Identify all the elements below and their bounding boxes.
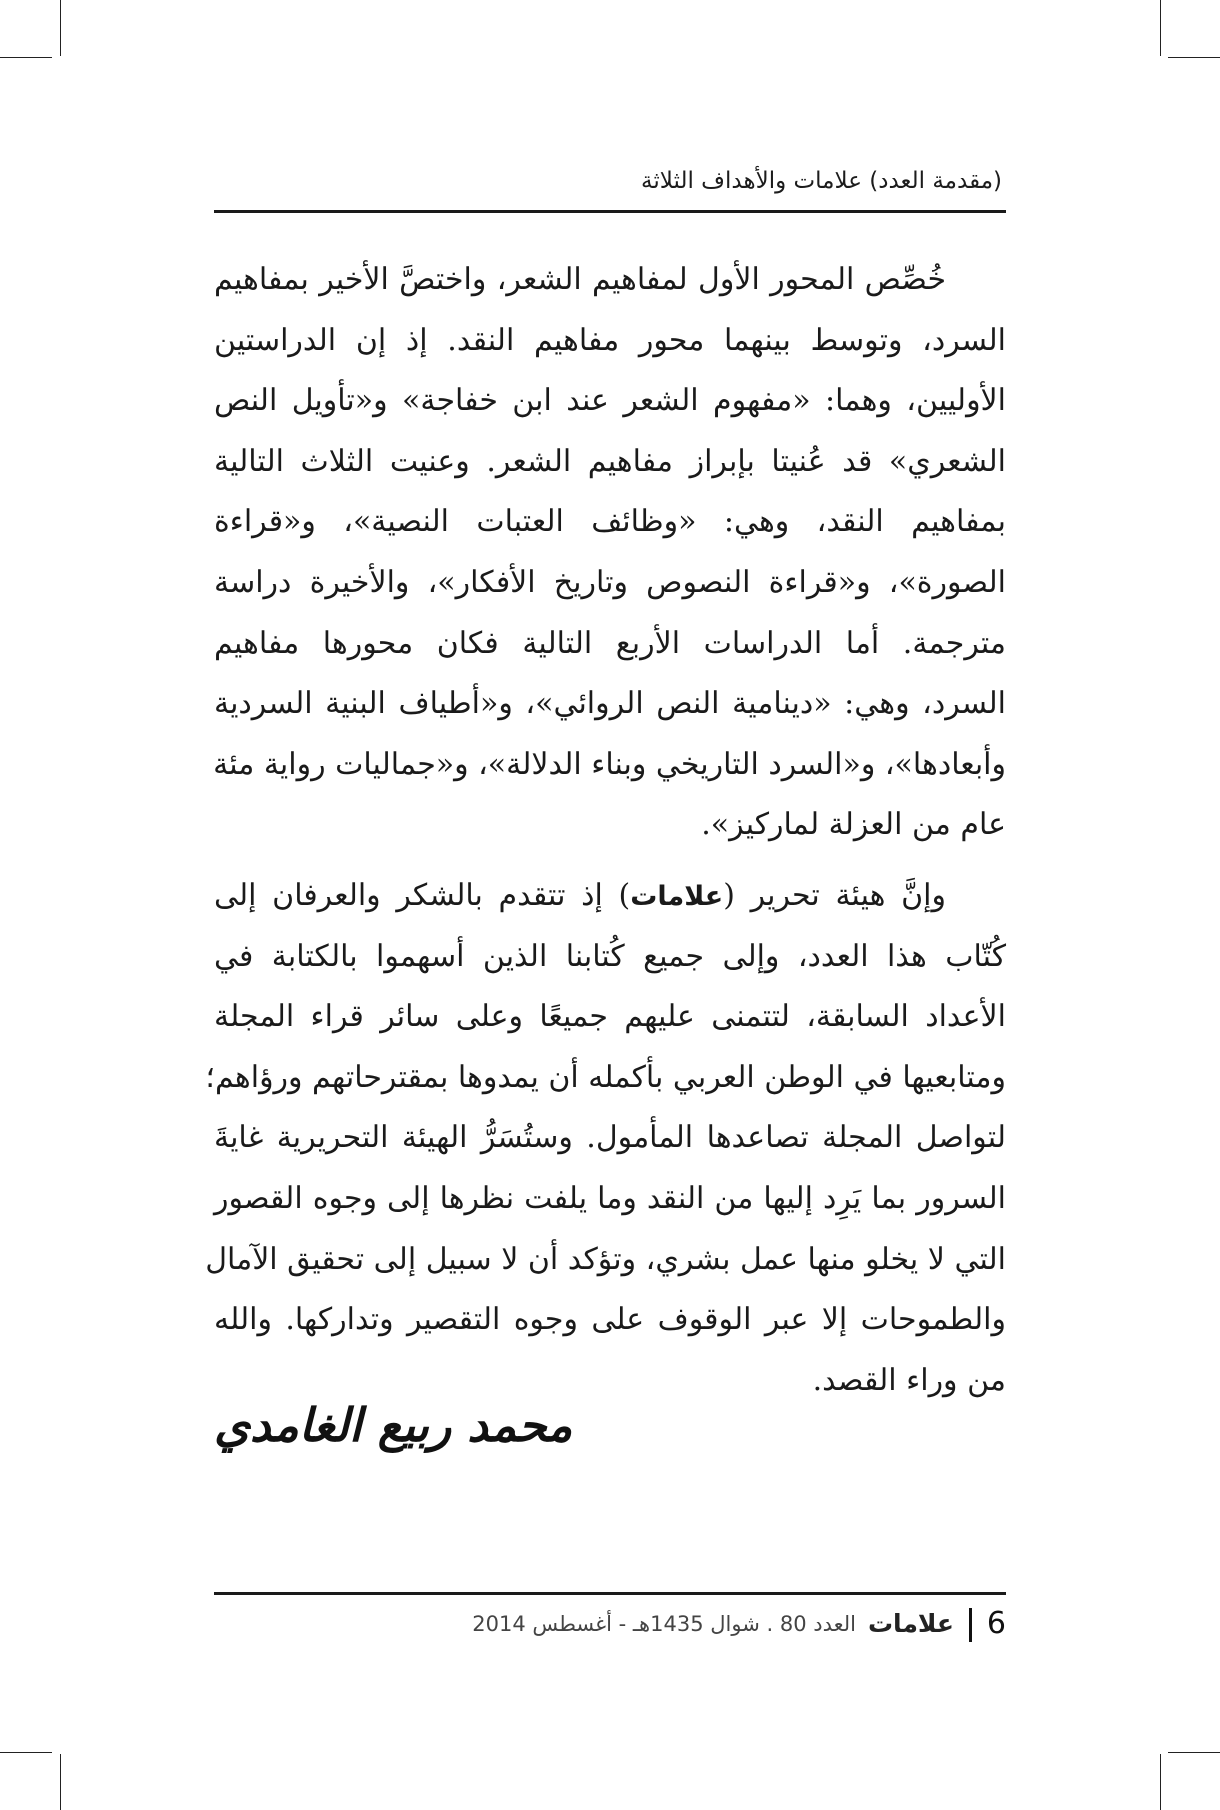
page-footer — [214, 1606, 1006, 1648]
page-number: 6 — [986, 1606, 1006, 1641]
text-line: ومتابعيها في الوطن العربي بأكمله أن يمدوها بمقترحاتهم ورؤاهم؛ — [205, 1059, 1006, 1095]
crop-mark — [1160, 1754, 1161, 1810]
text-line: السرد، وتوسط بينهما محور مفاهيم النقد. إذ إن الدراستين — [214, 322, 1006, 358]
crop-mark — [1168, 57, 1220, 58]
text-line: السرور بما يَرِد إليها من النقد وما يلفت نظرها إلى وجوه القصور — [214, 1180, 1006, 1216]
text-line: خُصِّص المحور الأول لمفاهيم الشعر، واختصَّ الأخير بمفاهيم — [214, 262, 946, 297]
text-line: عام من العزلة لماركيز». — [701, 807, 1006, 843]
text-line: الشعري» قد عُنيتا بإبراز مفاهيم الشعر. وعنيت الثلاث التالية — [214, 443, 1006, 479]
text-line: السرد، وهي: «دينامية النص الروائي»، و«أطياف البنية السردية — [214, 686, 1006, 722]
crop-mark — [1160, 0, 1161, 56]
text-line: كُتّاب هذا العدد، وإلى جميع كُتابنا الذين أسهموا بالكتابة في — [214, 938, 1006, 974]
crop-mark — [0, 1752, 52, 1753]
text-fragment: ) إذ تتقدم بالشكر والعرفان إلى — [214, 877, 631, 913]
crop-mark — [60, 1754, 61, 1810]
running-header-title: (مقدمة العدد) علامات والأهداف الثلاثة — [641, 168, 1002, 194]
text-line: لتواصل المجلة تصاعدها المأمول. وستُسَرُّ الهيئة التحريرية غايةَ — [214, 1120, 1006, 1156]
text-line: من وراء القصد. — [812, 1362, 1006, 1398]
magazine-brand-inline: علامات — [630, 880, 724, 912]
footer-issue-info: العدد 80 . شوال 1435هـ - أغسطس 2014 — [472, 1612, 856, 1636]
text-line — [214, 866, 1006, 927]
text-line: الصورة»، و«قراءة النصوص وتاريخ الأفكار»، والأخيرة دراسة — [214, 564, 1006, 600]
text-line: والطموحات إلا عبر الوقوف على وجوه التقصير وتداركها. والله — [214, 1302, 1006, 1338]
crop-mark — [60, 0, 61, 56]
crop-mark — [0, 57, 52, 58]
paragraph-1 — [214, 250, 1006, 856]
text-line: التي لا يخلو منها عمل بشري، وتؤكد أن لا سبيل إلى تحقيق الآمال — [205, 1241, 1006, 1277]
paragraph-2 — [205, 866, 1006, 1411]
text-line: مترجمة. أما الدراسات الأربع التالية فكان محورها مفاهيم — [214, 625, 1006, 661]
text-line: الأوليين، وهما: «مفهوم الشعر عند ابن خفاجة» و«تأويل النص — [214, 383, 1006, 419]
author-signature: محمد ربيع الغامدي — [214, 1398, 573, 1452]
crop-mark — [1168, 1752, 1220, 1753]
footer-rule — [214, 1592, 1006, 1595]
header-rule — [214, 210, 1006, 213]
text-line: وأبعادها»، و«السرد التاريخي وبناء الدلالة»، و«جماليات رواية مئة — [213, 746, 1006, 782]
article-body — [205, 250, 1006, 1411]
text-line: الأعداد السابقة، لتتمنى عليهم جميعًا وعلى سائر قراء المجلة — [214, 999, 1006, 1035]
text-line: بمفاهيم النقد، وهي: «وظائف العتبات النصية»، و«قراءة — [214, 504, 1006, 540]
footer-magazine-logo: علامات — [867, 1609, 954, 1638]
text-fragment: وإنَّ هيئة تحرير ( — [723, 877, 946, 913]
footer-divider — [969, 1608, 972, 1642]
